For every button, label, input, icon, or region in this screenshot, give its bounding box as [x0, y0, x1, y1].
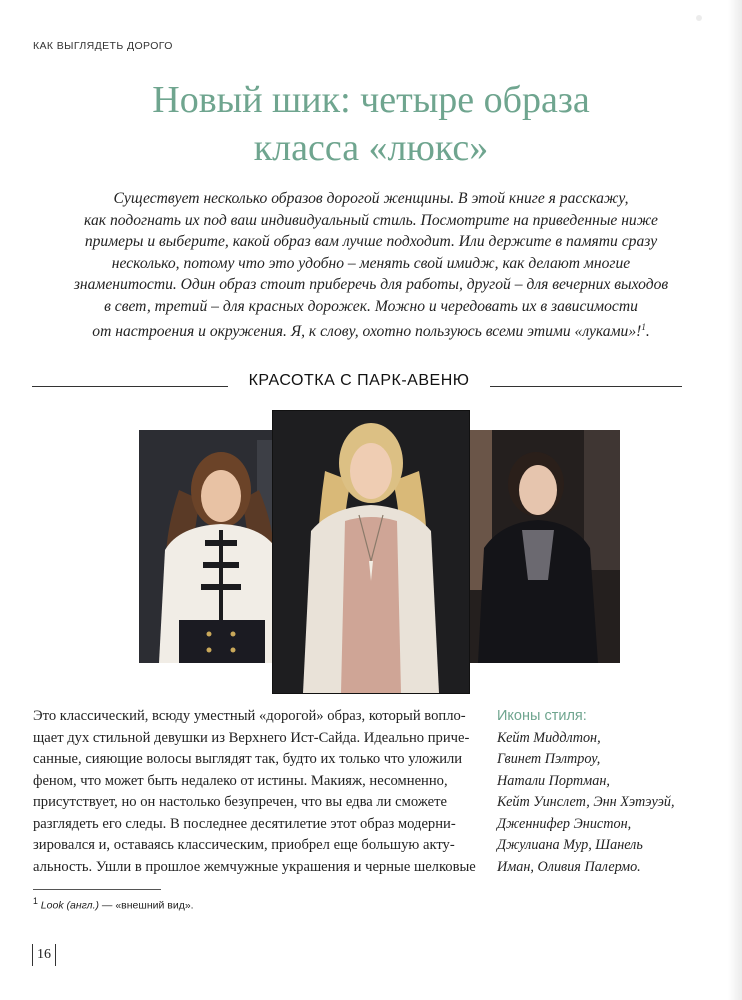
running-head: КАК ВЫГЛЯДЕТЬ ДОРОГО	[33, 40, 173, 52]
sidebar-line: Кейт Миддлтон,	[497, 729, 601, 746]
sidebar-line: Кейт Уинслет, Энн Хэтэуэй,	[497, 794, 675, 810]
title-line-2: класса «люкс»	[253, 127, 489, 169]
intro-line: как подогнать их под ваш индивидуальный стиль. Посмотрите на приведенные ниже	[84, 211, 658, 229]
body-line: щает дух стильной девушки из Верхнего Ист-Сайда. Идеально приче-	[33, 729, 470, 746]
sidebar-line: Гвинет Пэлтроу,	[497, 751, 601, 767]
body-line: присутствует, но он настолько безупречен, что вы едва ли сможете	[33, 794, 448, 810]
sidebar-title: Иконы стиля:	[497, 708, 587, 724]
footnote-term: Look (англ.)	[40, 899, 99, 912]
page-edge-shadow	[728, 0, 742, 1000]
body-paragraph	[33, 706, 485, 878]
body-line: санные, сияющие волосы выглядят так, будто их только что уложили	[33, 751, 463, 767]
page-number: 16	[32, 944, 56, 966]
footnote-text: — «внешний вид».	[99, 899, 194, 912]
section-rule-right	[490, 386, 682, 387]
footnote-mark: 1	[33, 896, 38, 906]
intro-line: несколько, потому что это удобно – менять свой имидж, как делают многие	[111, 254, 631, 272]
intro-end-punct: .	[645, 323, 650, 341]
photo-woman-dark-coat	[452, 430, 620, 663]
sidebar-line: Иман, Оливия Палермо.	[497, 858, 641, 875]
body-line: зировался и, оставаясь классическим, приобрел еще большую акту-	[33, 837, 455, 853]
body-line: Это классический, всюду уместный «дорогой» образ, который вопло-	[33, 708, 466, 724]
body-line: альность. Ушли в прошлое жемчужные украшения и черные шелковые	[33, 858, 476, 875]
page-title	[40, 76, 702, 172]
intro-paragraph	[46, 188, 696, 343]
intro-line: примеры и выберите, какой образ вам лучше подходит. Или держите в памяти сразу	[84, 233, 658, 250]
section-rule-left	[32, 386, 228, 387]
sidebar-line: Джулиана Мур, Шанель	[497, 837, 643, 853]
footnote-rule	[33, 889, 161, 890]
sidebar-line: Натали Портман,	[497, 772, 610, 789]
section-heading: КРАСОТКА С ПАРК-АВЕНЮ	[248, 372, 470, 389]
footnote	[33, 896, 194, 912]
body-line: разглядеть его следы. В последнее десятилетие этот образ модерни-	[33, 815, 456, 832]
intro-line: знаменитости. Один образ стоит приберечь для работы, другой – для вечерних выходов	[73, 276, 669, 293]
sidebar-names	[497, 728, 712, 879]
style-icons-sidebar	[497, 706, 712, 878]
body-line: феном, что может быть недалеко от истины. Макияж, несомненно,	[33, 772, 448, 789]
footnote-ref[interactable]: 1	[641, 322, 646, 332]
intro-line: Существует несколько образов дорогой женщины. В этой книге я расскажу,	[113, 190, 629, 207]
title-line-1: Новый шик: четыре образа	[152, 79, 590, 121]
sidebar-line: Дженнифер Энистон,	[497, 815, 632, 832]
intro-line: в свет, третий – для красных дорожек. Можно и чередовать их в зависимости	[104, 297, 638, 315]
photo-woman-pink-dress	[272, 410, 470, 694]
corner-mark	[696, 15, 702, 21]
intro-line: от настроения и окружения. Я, к слову, охотно пользуюсь всеми этими «луками»!	[92, 323, 642, 341]
